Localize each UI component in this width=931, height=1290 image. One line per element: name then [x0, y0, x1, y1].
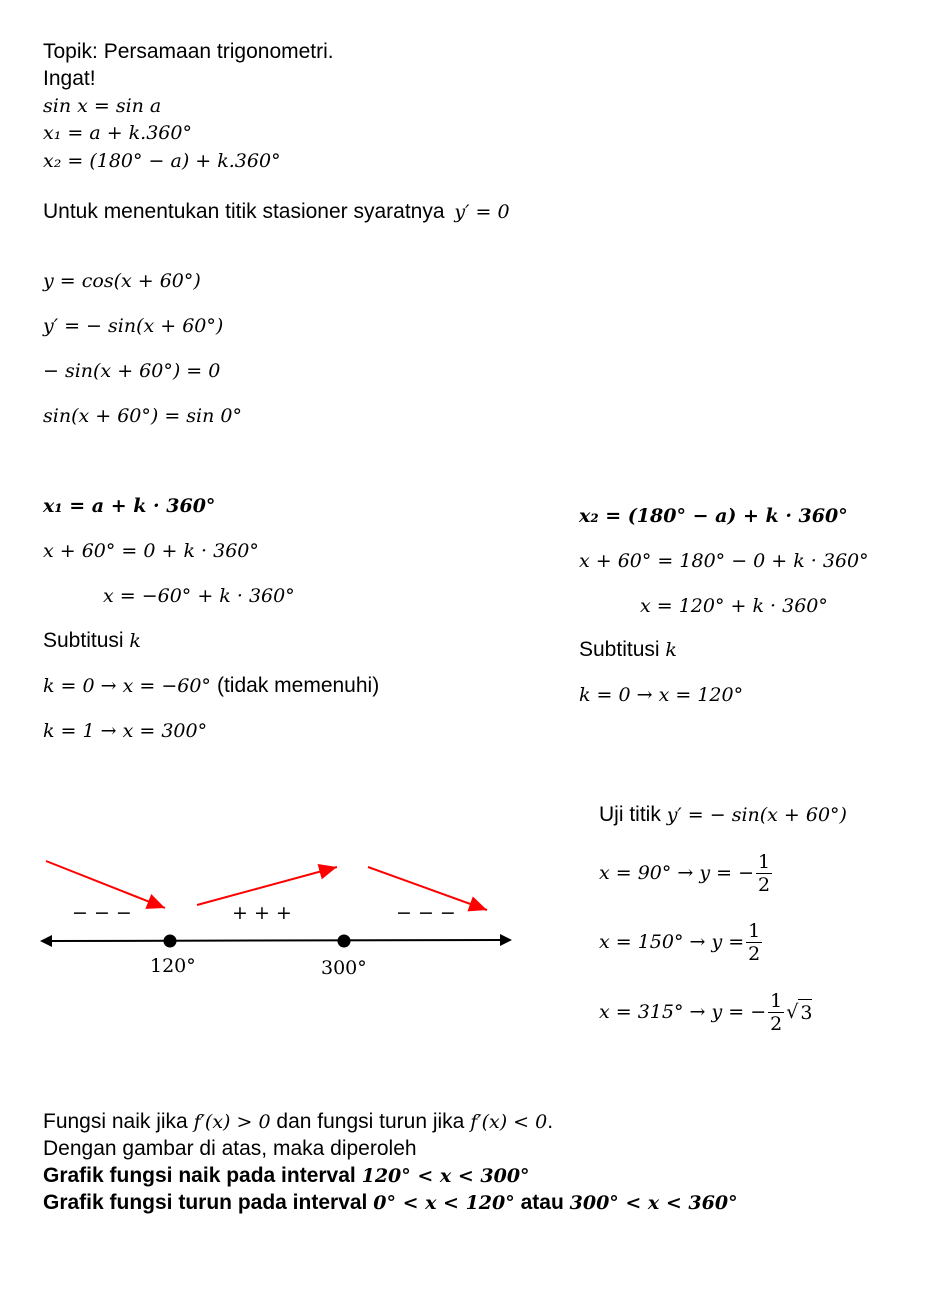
case1-k1: k = 1 → x = 300° [43, 720, 208, 742]
decreasing-interval-math-2: 300° < x < 360° [569, 1192, 738, 1214]
conclusion-period: . [547, 1110, 554, 1133]
increasing-interval-text: Grafik fungsi naik pada interval [43, 1164, 356, 1187]
sign-negative-right: − − − [396, 902, 456, 924]
sign-negative-left: − − − [72, 902, 132, 924]
case1-heading: x₁ = a + k · 360° [43, 495, 216, 517]
sqrt-icon: √ [786, 1001, 799, 1023]
case1-k0-eq: k = 0 → x = −60° [43, 675, 211, 697]
number-line-left-arrow-icon [40, 935, 52, 947]
test-row-90-lhs: x = 90° → y = − [599, 862, 755, 884]
remember-label: Ingat! [43, 67, 96, 90]
sign-positive: + + + [232, 902, 292, 924]
case2-step1: x + 60° = 180° − 0 + k · 360° [579, 550, 869, 572]
test-row-315-lhs: x = 315° → y = − [599, 1001, 767, 1023]
stationary-sentence: Untuk menentukan titik stasioner syaratnya [43, 200, 445, 223]
conclusion-increasing-text: Fungsi naik jika [43, 1110, 188, 1133]
test-heading [599, 802, 847, 828]
topic-title: Topik: Persamaan trigonometri. [43, 40, 334, 63]
test-row-90-fraction [756, 851, 772, 896]
conclusion-line-1 [43, 1109, 553, 1135]
stationary-condition: y′ = 0 [454, 201, 510, 223]
test-row-150 [599, 917, 764, 967]
test-row-315 [599, 987, 812, 1037]
conclusion-line-2: Dengan gambar di atas, maka diperoleh [43, 1137, 417, 1160]
identity-line-2: x₁ = a + k.360° [43, 122, 192, 144]
test-row-315-fraction [768, 990, 784, 1035]
test-row-315-num: 1 [770, 989, 783, 1012]
decreasing-interval-math-1: 0° < x < 120° [373, 1192, 515, 1214]
number-line [48, 940, 502, 941]
test-row-315-den: 2 [770, 1012, 783, 1035]
point-120 [164, 935, 177, 948]
test-row-90-den: 2 [758, 873, 771, 896]
derivation-line-3: − sin(x + 60°) = 0 [43, 360, 221, 382]
derivation-line-4: sin(x + 60°) = sin 0° [43, 405, 242, 427]
case1-step2: x = −60° + k · 360° [103, 585, 295, 607]
point-300 [338, 935, 351, 948]
decreasing-interval-text: Grafik fungsi turun pada interval [43, 1191, 368, 1214]
case2-subst-var: k [665, 639, 677, 661]
test-row-150-lhs: x = 150° → y = [599, 931, 745, 953]
identity-line-1: sin x = sin a [43, 95, 162, 117]
case1-subst-var: k [129, 630, 141, 652]
conclusion-line-4 [43, 1190, 738, 1216]
increasing-interval-math: 120° < x < 300° [361, 1165, 530, 1187]
number-line-right-arrow-icon [500, 934, 512, 946]
test-row-150-den: 2 [748, 942, 761, 965]
test-row-90 [599, 848, 774, 898]
case2-step2: x = 120° + k · 360° [640, 595, 828, 617]
case2-heading: x₂ = (180° − a) + k · 360° [579, 505, 848, 527]
test-row-90-num: 1 [758, 850, 771, 873]
test-row-150-num: 1 [748, 919, 761, 942]
conclusion-decreasing-cond: f′(x) < 0 [470, 1111, 548, 1133]
case1-subst-label: Subtitusi [43, 629, 124, 652]
label-300: 300° [321, 957, 367, 979]
case2-subst-label: Subtitusi [579, 638, 660, 661]
conclusion-increasing-cond: f′(x) > 0 [193, 1111, 271, 1133]
identity-line-3: x₂ = (180° − a) + k.360° [43, 150, 281, 172]
test-label: Uji titik [599, 803, 661, 826]
derivation-line-2: y′ = − sin(x + 60°) [43, 315, 224, 337]
conclusion-line-3 [43, 1163, 530, 1189]
conclusion-decreasing-text: dan fungsi turun jika [276, 1110, 465, 1133]
test-row-150-fraction [746, 920, 762, 965]
label-120: 120° [150, 955, 196, 977]
case1-k0-note: (tidak memenuhi) [216, 674, 380, 697]
case1-step1: x + 60° = 0 + k · 360° [43, 540, 259, 562]
test-row-315-radicand: 3 [798, 999, 812, 1026]
test-expr: y′ = − sin(x + 60°) [666, 804, 847, 826]
case2-k0: k = 0 → x = 120° [579, 684, 744, 706]
decreasing-interval-or: atau [520, 1191, 564, 1214]
derivation-line-1: y = cos(x + 60°) [43, 270, 201, 292]
